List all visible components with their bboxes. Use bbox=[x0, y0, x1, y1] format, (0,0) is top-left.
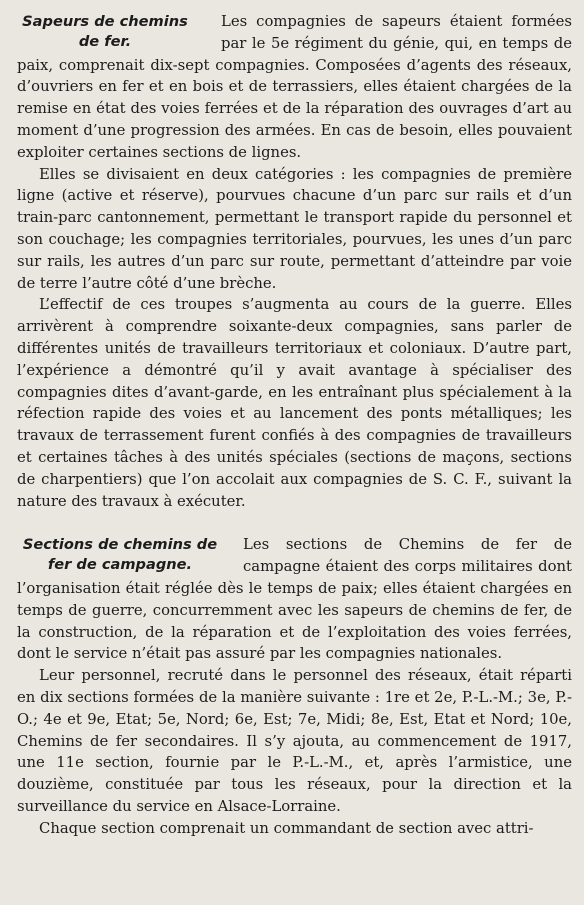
paragraph: Les compagnies de sapeurs étaient formées par le 5e régiment du génie, qui, en temps de paix, comprenait dix-sept compagnies. Composées d’agents des réseaux, d’ouvriers en fer et en bois et de terrassiers, elles étaient chargées de la remise en état des voies ferrées et de la réparation des ouvrages d’art au moment d’une progression des armées. En cas de besoin, elles pouvaient exploiter certaines sections de lignes. bbox=[17, 13, 572, 161]
paragraph: Leur personnel, recruté dans le personnel des réseaux, était réparti en dix sections formées de la manière suivante : 1re et 2e, P.-L.-M.; 3e, P.-O.; 4e et 9e, Etat; 5e, Nord; 6e, Est; 7e, Midi; 8e, Est, Etat et Nord; 10e, Chemins de fer secondaires. Il s’y ajouta, au commencement de 1917, une 11e section, fournie par le P.-L.-M., et, après l’armistice, une douzième, constituée par tous les réseaux, pour la direction et la surveillance du service en Alsace-Lorraine. bbox=[17, 667, 572, 815]
paragraph: L’effectif de ces troupes s’augmenta au cours de la guerre. Elles arrivèrent à comprendre soixante-deux compagnies, sans parler de différentes unités de travailleurs territoriaux et coloniaux. D’autre part, l’expérience a démontré qu’il y avait avantage à spécialiser des compagnies dites d’avant-garde, en les entraînant plus spécialement à la réfection rapide des voies et au lancement des ponts métalliques; les travaux de terrassement furent confiés à des compagnies de travailleurs et certaines tâches à des unités spéciales (sections de maçons, sections de charpentiers) que l’on accolait aux compagnies de S. C. F., suivant la nature des travaux à exécuter. bbox=[17, 296, 572, 510]
section-sections-campagne bbox=[17, 534, 572, 839]
paragraph: Chaque section comprenait un commandant de section avec attri- bbox=[39, 819, 534, 837]
section-heading: Sections de chemins de fer de campagne. bbox=[22, 536, 218, 574]
section-sapeurs bbox=[17, 11, 572, 512]
paragraph: Les sections de Chemins de fer de campagne étaient des corps militaires dont l’organisation était réglée dès le temps de paix; elles étaient chargées en temps de guerre, concurremment avec les sapeurs de chemins de fer, de la construction, de la réparation et de l’exploitation des voies ferrées, dont le service n’était pas assuré par les compagnies nationales. bbox=[17, 536, 572, 663]
paragraph: Elles se divisaient en deux catégories : les compagnies de première ligne (active et réserve), pourvues chacune d’un parc sur rails et d’un train-parc cantonnement, permettant le transport rapide du personnel et son couchage; les compagnies territoriales, pourvues, les unes d’un parc sur rails, les autres d’un parc sur route, permettant d’atteindre par voie de terre l’autre côté d’une brèche. bbox=[17, 165, 572, 292]
section-heading: Sapeurs de chemins de fer. bbox=[22, 13, 188, 50]
